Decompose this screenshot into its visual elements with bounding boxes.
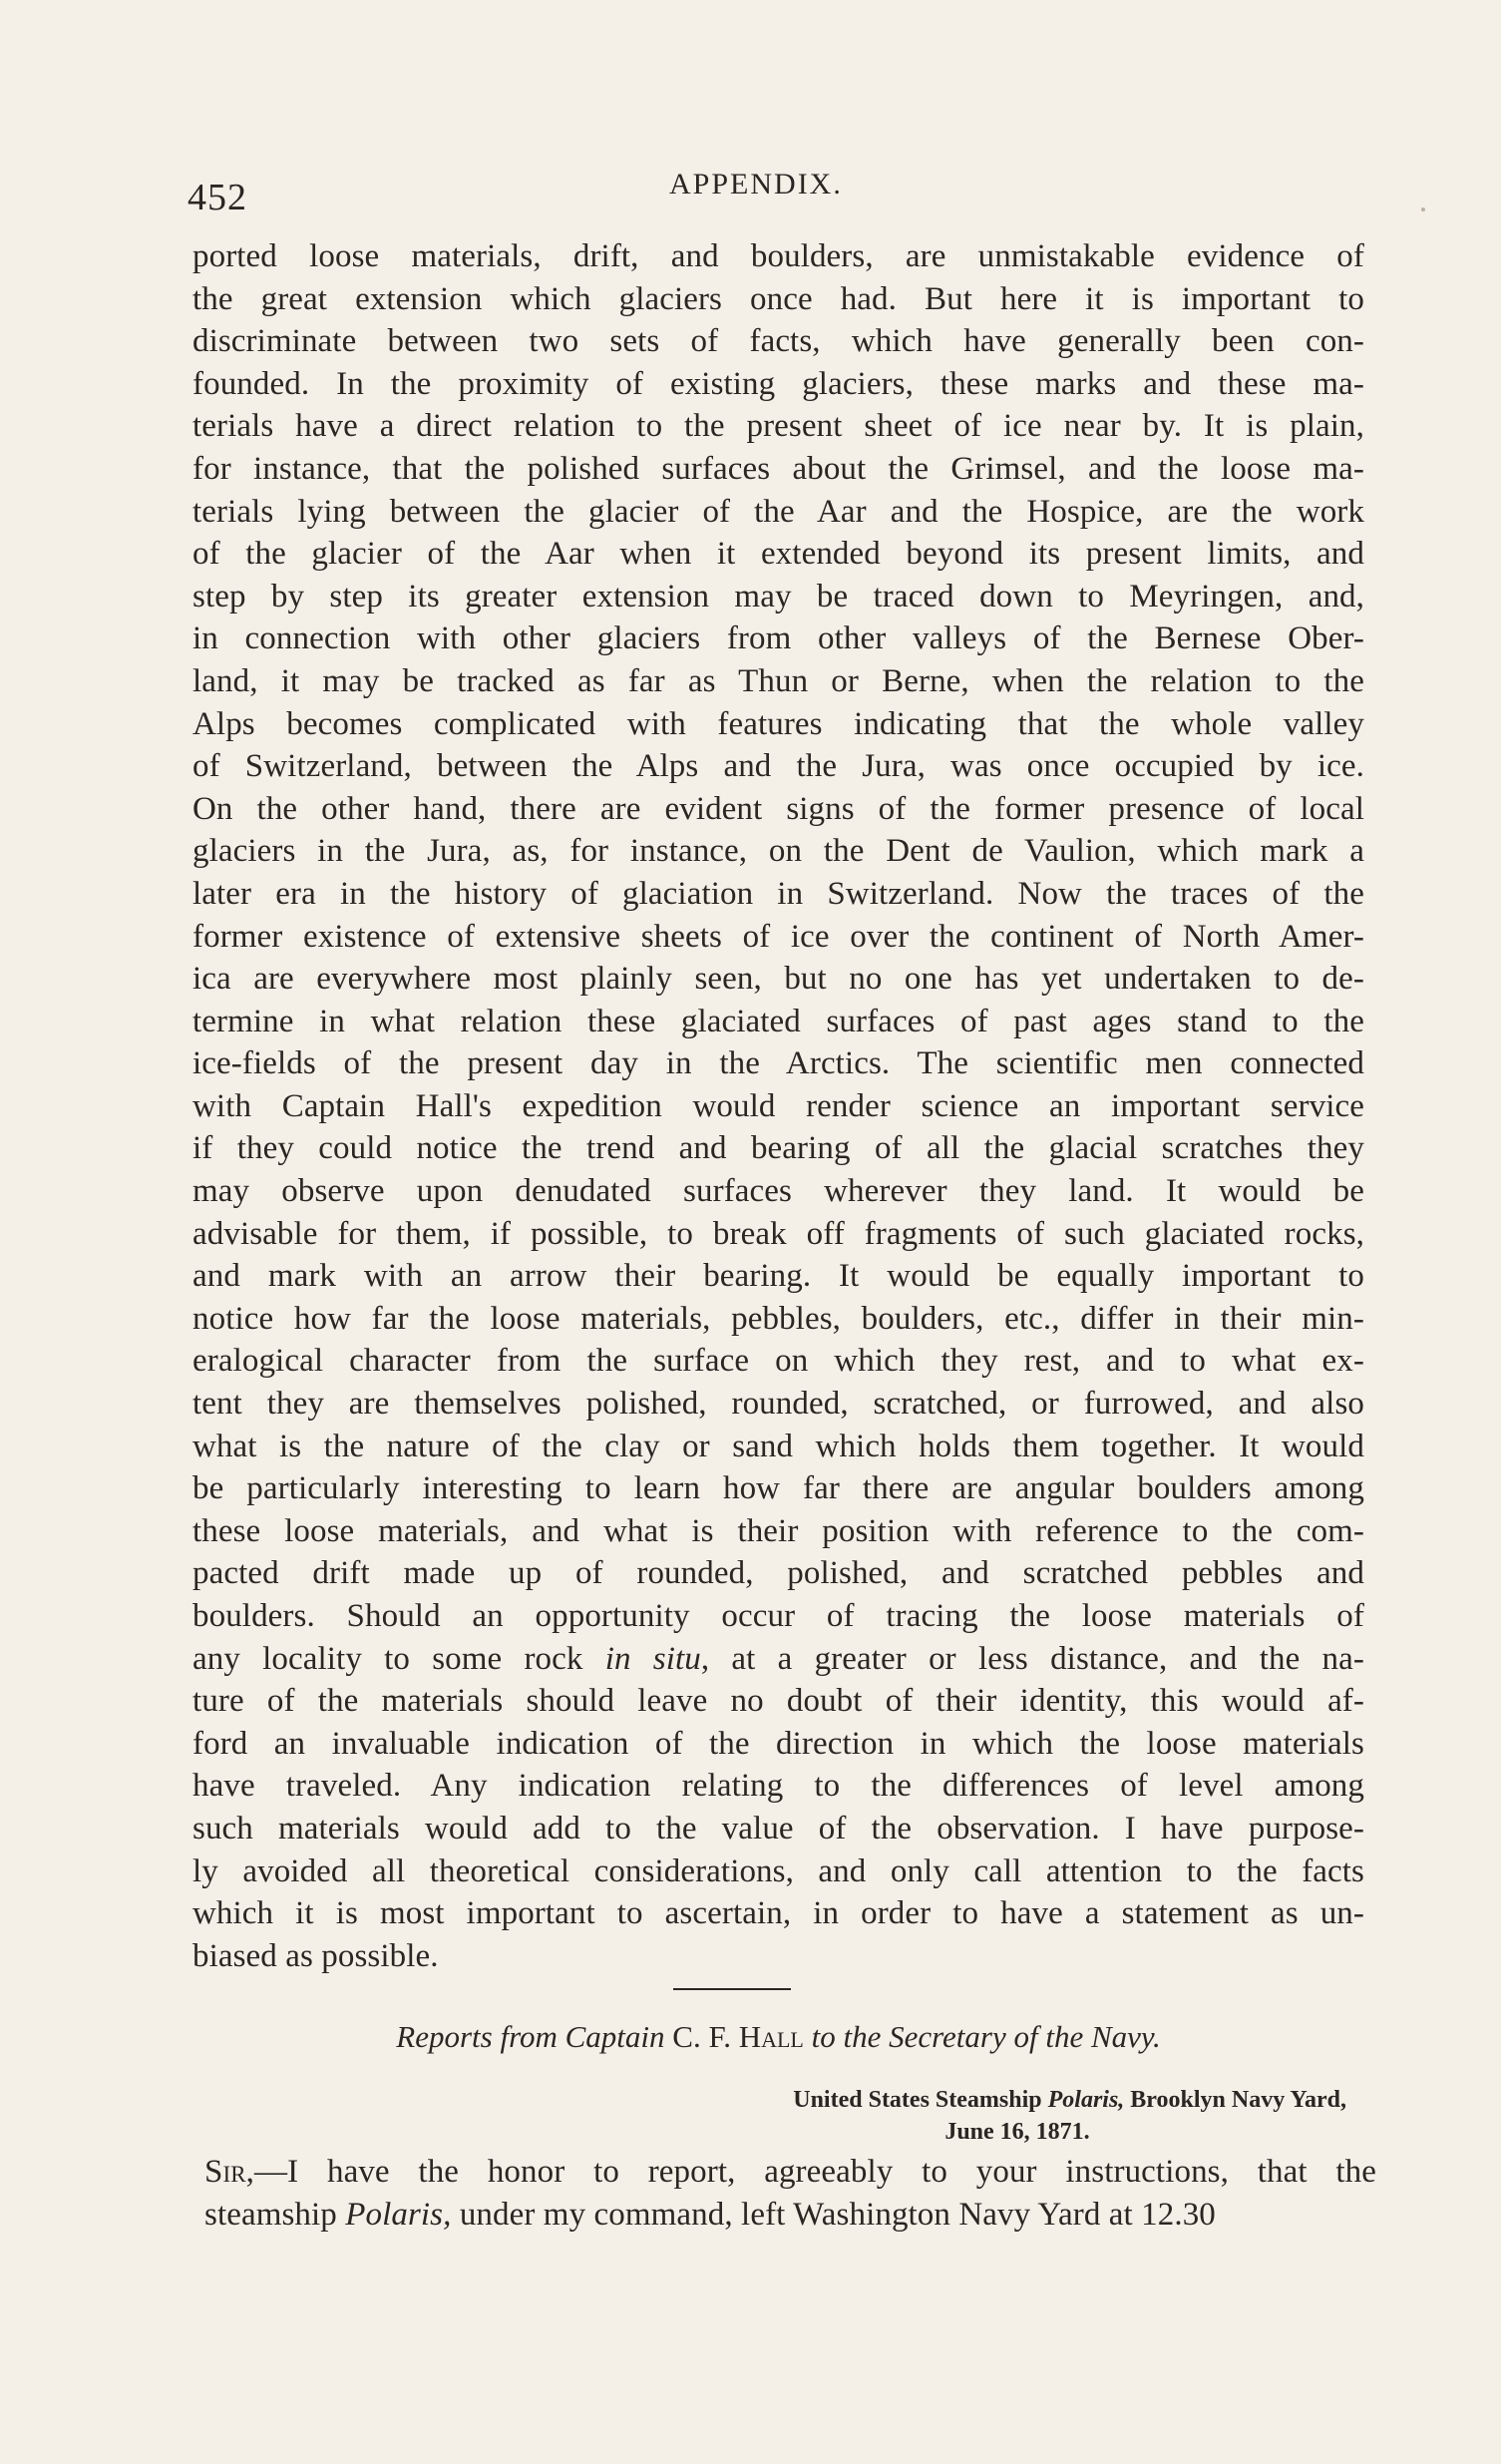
body-line: biased as possible. bbox=[192, 1937, 439, 1974]
letter-body bbox=[204, 2151, 1376, 2237]
body-line: termine in what relation these glaciated surfaces of past ages stand to the bbox=[192, 1003, 1364, 1039]
body-line: ica are everywhere most plainly seen, but no one has yet undertaken to de- bbox=[192, 961, 1364, 998]
dateline-suffix: Brooklyn Navy Yard, bbox=[1124, 2087, 1346, 2113]
body-line: terials have a direct relation to the present sheet of ice near by. It is plain, bbox=[192, 408, 1364, 445]
body-line: boulders. Should an opportunity occur of tracing the loose materials of bbox=[192, 1598, 1364, 1634]
body-line: tent they are themselves polished, rounded, scratched, or furrowed, and also bbox=[192, 1386, 1364, 1423]
body-line: be particularly interesting to learn how far there are angular boulders among bbox=[192, 1470, 1364, 1507]
body-line: which it is most important to ascertain, in order to have a statement as un- bbox=[192, 1895, 1364, 1932]
body-line: and mark with an arrow their bearing. It would be equally important to bbox=[192, 1258, 1364, 1295]
body-line: ported loose materials, drift, and boulders, are unmistakable evidence of bbox=[192, 238, 1364, 274]
report-heading-part1: Reports from Captain bbox=[396, 2019, 665, 2054]
report-heading-name: C. F. Hall bbox=[672, 2019, 804, 2054]
body-line: ford an invaluable indication of the direction in which the loose materials bbox=[192, 1725, 1364, 1762]
body-line: notice how far the loose materials, pebbles, boulders, etc., differ in their min- bbox=[192, 1300, 1364, 1337]
body-line: these loose materials, and what is their position with reference to the com- bbox=[192, 1512, 1364, 1549]
body-line: founded. In the proximity of existing glaciers, these marks and these ma- bbox=[192, 365, 1364, 402]
body-line: ly avoided all theoretical considerations, and only call attention to the facts bbox=[192, 1852, 1364, 1889]
body-line: discriminate between two sets of facts, which have generally been con- bbox=[192, 323, 1364, 360]
letter-line-1-text: —I have the honor to report, agreeably to your instructions, that the bbox=[254, 2154, 1376, 2190]
body-line: ture of the materials should leave no doubt of their identity, this would af- bbox=[192, 1683, 1364, 1720]
page-number: 452 bbox=[188, 177, 247, 218]
body-line: the great extension which glaciers once had. But here it is important to bbox=[192, 280, 1364, 317]
letter-line bbox=[204, 2151, 1376, 2194]
body-line: eralogical character from the surface on which they rest, and to what ex- bbox=[192, 1343, 1364, 1380]
body-line: glaciers in the Jura, as, for instance, on the Dent de Vaulion, which mark a bbox=[192, 833, 1364, 870]
dateline-prefix: United States Steamship bbox=[793, 2087, 1048, 2113]
body-line: pacted drift made up of rounded, polished, and scratched pebbles and bbox=[192, 1555, 1364, 1592]
body-line: such materials would add to the value of the observation. I have purpose- bbox=[192, 1810, 1364, 1847]
body-line: of the glacier of the Aar when it extended beyond its present limits, and bbox=[192, 536, 1364, 573]
report-heading bbox=[192, 2019, 1364, 2055]
running-head bbox=[188, 168, 1364, 217]
salutation: Sir, bbox=[204, 2154, 255, 2190]
body-line: may observe upon denudated surfaces wherever they land. It would be bbox=[192, 1173, 1364, 1210]
section-divider-rule bbox=[673, 1988, 791, 1990]
letter-dateline bbox=[648, 2084, 1346, 2148]
body-line: land, it may be tracked as far as Thun or Berne, when the relation to the bbox=[192, 662, 1364, 699]
body-line: later era in the history of glaciation in Switzerland. Now the traces of the bbox=[192, 875, 1364, 912]
body-line: advisable for them, if possible, to break off fragments of such glaciated rocks, bbox=[192, 1215, 1364, 1252]
body-line: Alps becomes complicated with features indicating that the whole valley bbox=[192, 705, 1364, 742]
body-line: former existence of extensive sheets of ice over the continent of North Amer- bbox=[192, 918, 1364, 955]
report-heading-part2: to the Secretary of the Navy. bbox=[811, 2019, 1161, 2054]
page-speck bbox=[1421, 207, 1425, 211]
body-text bbox=[192, 235, 1364, 1977]
body-line: if they could notice the trend and bearing of all the glacial scratches they bbox=[192, 1130, 1364, 1167]
letter-line-2-suffix: under my command, left Washington Navy Yard at 12.30 bbox=[451, 2197, 1216, 2233]
body-line: terials lying between the glacier of the Aar and the Hospice, are the work bbox=[192, 493, 1364, 530]
letter-line-2-prefix: steamship bbox=[204, 2197, 346, 2233]
letter-line bbox=[204, 2194, 1376, 2237]
section-title: APPENDIX. bbox=[669, 168, 843, 201]
body-line: with Captain Hall's expedition would render science an important service bbox=[192, 1087, 1364, 1124]
body-line: ice-fields of the present day in the Arctics. The scientific men connected bbox=[192, 1045, 1364, 1082]
body-line: On the other hand, there are evident signs of the former presence of local bbox=[192, 790, 1364, 827]
letter-ship-name: Polaris, bbox=[345, 2197, 452, 2233]
body-line: of Switzerland, between the Alps and the Jura, was once occupied by ice. bbox=[192, 748, 1364, 785]
body-line: step by step its greater extension may be traced down to Meyringen, and, bbox=[192, 578, 1364, 615]
body-line: any locality to some rock in situ, at a greater or less distance, and the na- bbox=[192, 1640, 1364, 1677]
dateline-date: June 16, 1871. bbox=[944, 2119, 1090, 2145]
body-line: what is the nature of the clay or sand which holds them together. It would bbox=[192, 1428, 1364, 1464]
body-line: in connection with other glaciers from other valleys of the Bernese Ober- bbox=[192, 620, 1364, 657]
dateline-ship-name: Polaris, bbox=[1047, 2087, 1125, 2113]
dateline-place bbox=[648, 2084, 1346, 2116]
body-line: for instance, that the polished surfaces about the Grimsel, and the loose ma- bbox=[192, 450, 1364, 487]
body-line: have traveled. Any indication relating to the differences of level among bbox=[192, 1768, 1364, 1805]
